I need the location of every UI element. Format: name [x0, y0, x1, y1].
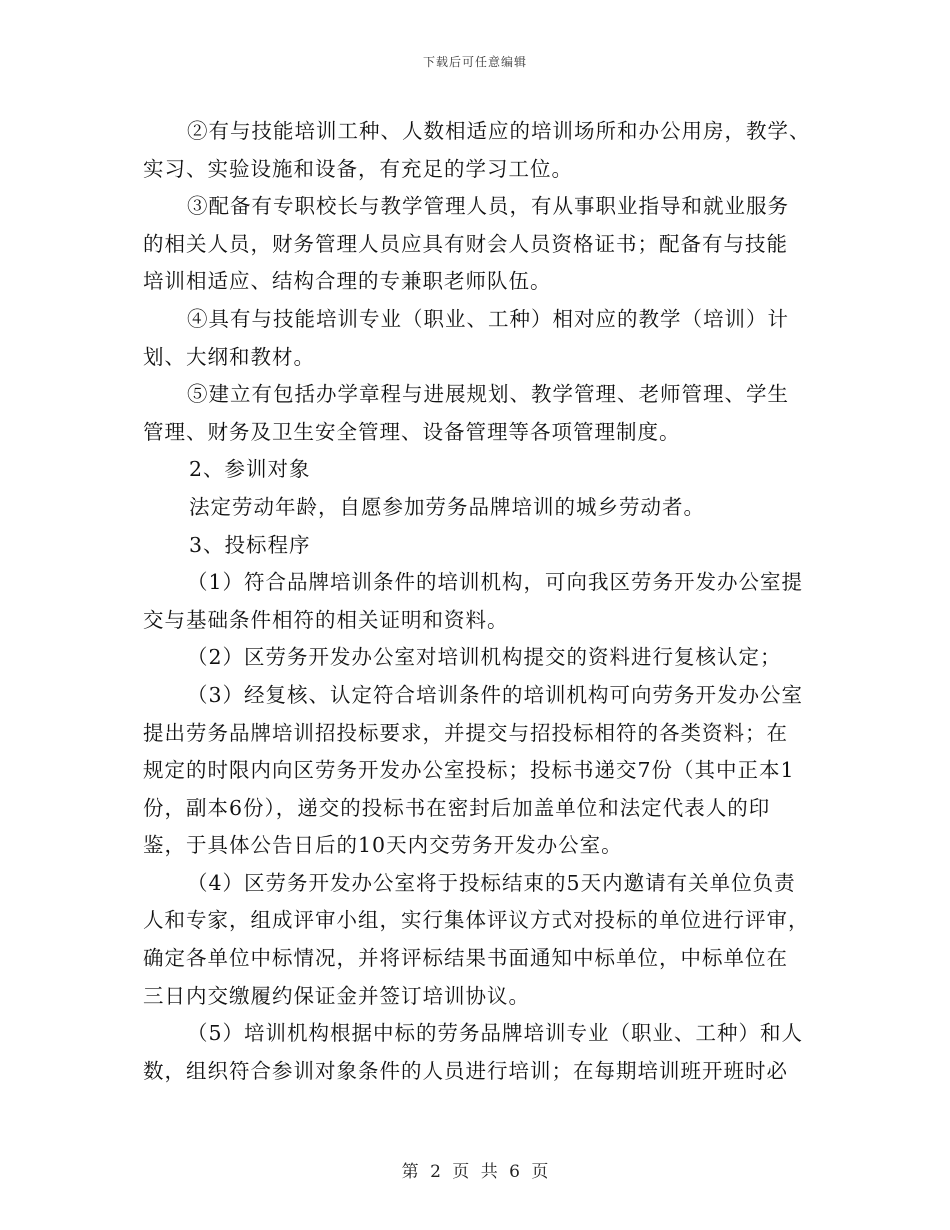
- text-line: ②有与技能培训工种、人数相适应的培训场所和办公用房，教学、: [187, 119, 811, 143]
- text-line: 规定的时限内向区劳务开发办公室投标；投标书递交7份（其中正本1: [143, 758, 795, 783]
- text-line: 提出劳务品牌培训招投标要求，并提交与招投标相符的各类资料；在: [143, 720, 788, 745]
- text-line: 数，组织符合参训对象条件的人员进行培训；在每期培训班开班时必: [143, 1058, 788, 1083]
- text-line: 三日内交缴履约保证金并签订培训协议。: [143, 983, 530, 1008]
- section-heading: 2、参训对象: [189, 457, 311, 482]
- text-line: 划、大纲和教材。: [143, 344, 315, 369]
- text-line: 实习、实验设施和设备，有充足的学习工位。: [143, 156, 573, 181]
- text-line: ③配备有专职校长与教学管理人员，有从事职业指导和就业服务: [187, 194, 789, 219]
- text-line: 确定各单位中标情况，并将评标结果书面通知中标单位，中标单位在: [143, 946, 788, 971]
- document-body: [143, 113, 823, 1090]
- text-line: 交与基础条件相符的相关证明和资料。: [143, 607, 509, 632]
- text-line: （2）区劳务开发办公室对培训机构提交的资料进行复核认定；: [187, 645, 782, 670]
- text-line: ④具有与技能培训专业（职业、工种）相对应的教学（培训）计: [187, 306, 789, 331]
- text-line: 培训相适应、结构合理的专兼职老师队伍。: [143, 269, 552, 294]
- text-line: ⑤建立有包括办学章程与进展规划、教学管理、老师管理、学生: [187, 382, 789, 407]
- text-line: （3）经复核、认定符合培训条件的培训机构可向劳务开发办公室: [187, 682, 804, 707]
- text-line: 管理、财务及卫生安全管理、设备管理等各项管理制度。: [143, 419, 681, 444]
- page-header: 下载后可任意编辑: [422, 55, 527, 69]
- section-heading: 3、投标程序: [189, 532, 311, 557]
- text-line: 鉴，于具体公告日后的10天内交劳务开发办公室。: [143, 833, 623, 858]
- text-line: 份，副本6份），递交的投标书在密封后加盖单位和法定代表人的印: [143, 795, 771, 820]
- text-line: （4）区劳务开发办公室将于投标结束的5天内邀请有关单位负责: [187, 870, 796, 895]
- page-number: 第 2 页 共 6 页: [401, 1162, 549, 1182]
- text-line: 人和专家，组成评审小组，实行集体评议方式对投标的单位进行评审，: [143, 908, 810, 933]
- text-line: 法定劳动年龄，自愿参加劳务品牌培训的城乡劳动者。: [189, 494, 705, 519]
- text-line: （1）符合品牌培训条件的培训机构，可向我区劳务开发办公室提: [187, 570, 804, 595]
- text-line: 的相关人员，财务管理人员应具有财会人员资格证书；配备有与技能: [143, 231, 788, 256]
- text-line: （5）培训机构根据中标的劳务品牌培训专业（职业、工种）和人: [187, 1021, 804, 1046]
